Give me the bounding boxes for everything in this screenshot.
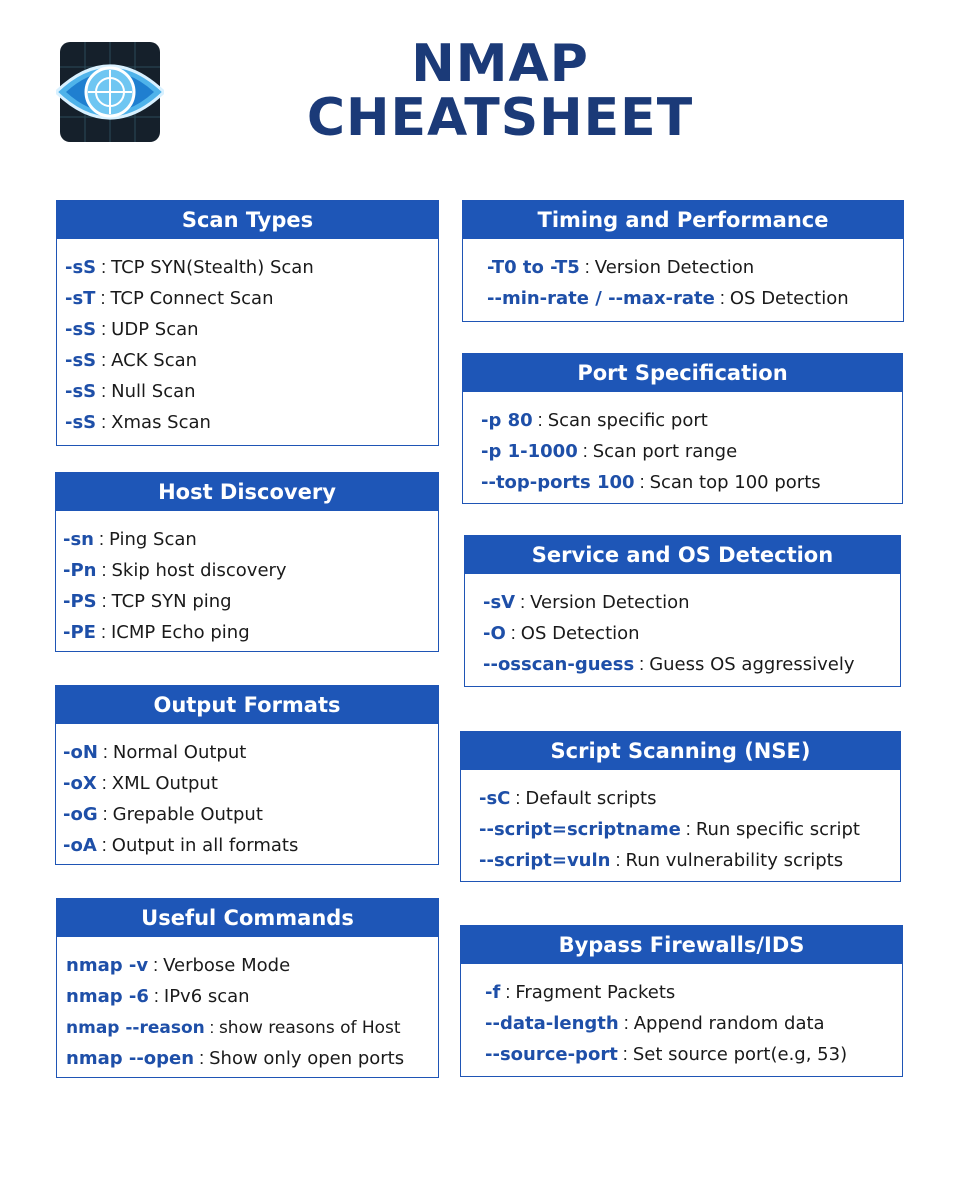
list-item: -sS : Xmas Scan (65, 412, 211, 433)
list-item: --osscan-guess : Guess OS aggressively (483, 654, 855, 675)
list-item: -p 1-1000 : Scan port range (481, 441, 738, 462)
eye-scope-icon (56, 40, 164, 144)
list-item: -PS : TCP SYN ping (63, 591, 232, 612)
list-item: -p 80 : Scan specific port (481, 410, 708, 431)
list-item: --data-length : Append random data (485, 1013, 825, 1034)
page-title-line2: CHEATSHEET (306, 88, 694, 148)
section-title: Timing and Performance (463, 201, 903, 239)
page-title-line1: NMAP (411, 34, 589, 94)
section-title: Script Scanning (NSE) (461, 732, 900, 770)
list-item: nmap --reason : show reasons of Host (66, 1018, 401, 1038)
service-os-detection-card (464, 535, 901, 687)
list-item: --min-rate / --max-rate : OS Detection (487, 288, 849, 309)
bypass-firewalls-card (460, 925, 903, 1077)
list-item: -sn : Ping Scan (63, 529, 197, 550)
list-item: -sS : TCP SYN(Stealth) Scan (65, 257, 314, 278)
list-item: nmap -v : Verbose Mode (66, 955, 291, 976)
section-title: Scan Types (57, 201, 438, 239)
section-title: Bypass Firewalls/IDS (461, 926, 902, 964)
list-item: -sS : ACK Scan (65, 350, 198, 371)
port-specification-card (462, 353, 903, 504)
list-item: -T0 to -T5 : Version Detection (487, 257, 755, 278)
list-item: -oA : Output in all formats (63, 835, 299, 856)
list-item: -oG : Grepable Output (63, 804, 263, 825)
list-item: -O : OS Detection (483, 623, 640, 644)
list-item: --script=scriptname : Run specific script (479, 819, 860, 840)
list-item: -sV : Version Detection (483, 592, 690, 613)
list-item: -sT : TCP Connect Scan (65, 288, 274, 309)
list-item: -oN : Normal Output (63, 742, 247, 763)
list-item: -sS : Null Scan (65, 381, 196, 402)
output-formats-card (55, 685, 439, 865)
list-item: --source-port : Set source port(e.g, 53) (485, 1044, 848, 1065)
section-title: Port Specification (463, 354, 902, 392)
scan-types-card (56, 200, 439, 446)
section-title: Host Discovery (56, 473, 438, 511)
script-scanning-card (460, 731, 901, 882)
host-discovery-card (55, 472, 439, 652)
section-title: Useful Commands (57, 899, 438, 937)
list-item: --top-ports 100 : Scan top 100 ports (481, 472, 821, 493)
useful-commands-card (56, 898, 439, 1078)
section-title: Output Formats (56, 686, 438, 724)
timing-performance-card (462, 200, 904, 322)
list-item: nmap --open : Show only open ports (66, 1048, 405, 1069)
list-item: -PE : ICMP Echo ping (63, 622, 250, 643)
list-item: -sC : Default scripts (479, 788, 657, 809)
list-item: -sS : UDP Scan (65, 319, 199, 340)
list-item: --script=vuln : Run vulnerability scripts (479, 850, 844, 871)
list-item: -f : Fragment Packets (485, 982, 676, 1003)
list-item: -oX : XML Output (63, 773, 218, 794)
section-title: Service and OS Detection (465, 536, 900, 574)
list-item: -Pn : Skip host discovery (63, 560, 287, 581)
list-item: nmap -6 : IPv6 scan (66, 986, 250, 1007)
